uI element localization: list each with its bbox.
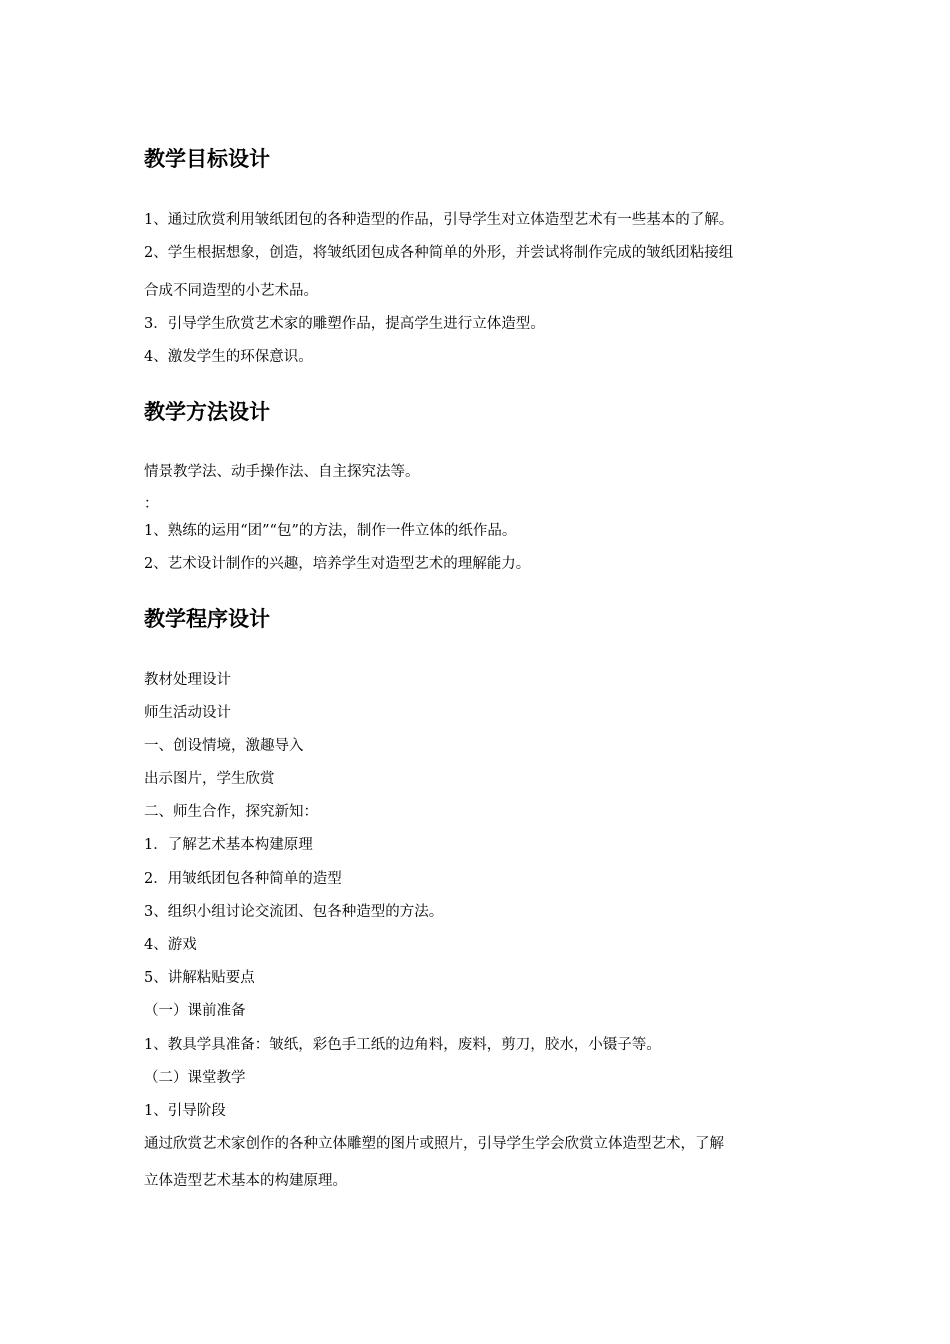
paragraph-line: 1、引导阶段 bbox=[144, 1103, 226, 1119]
paragraph-line: 1．了解艺术基本构建原理 bbox=[144, 837, 313, 853]
section-heading-teaching-procedure: 教学程序设计 bbox=[144, 607, 270, 631]
paragraph-line: （一）课前准备 bbox=[144, 1003, 246, 1019]
section-heading-teaching-methods: 教学方法设计 bbox=[144, 400, 270, 424]
paragraph-line: 出示图片，学生欣赏 bbox=[144, 771, 275, 787]
paragraph-line: 2、艺术设计制作的兴趣，培养学生对造型艺术的理解能力。 bbox=[144, 556, 531, 572]
paragraph-line: 二、师生合作，探究新知： bbox=[144, 804, 318, 820]
paragraph-line: 合成不同造型的小艺术品。 bbox=[144, 283, 318, 299]
paragraph-line: 4、游戏 bbox=[144, 937, 197, 953]
paragraph-line: 通过欣赏艺术家创作的各种立体雕塑的图片或照片，引导学生学会欣赏立体造型艺术，了解 bbox=[144, 1136, 724, 1152]
section-heading-teaching-goals: 教学目标设计 bbox=[144, 147, 270, 171]
paragraph-line: （二）课堂教学 bbox=[144, 1070, 246, 1086]
paragraph-line: 1、教具学具准备：皱纸，彩色手工纸的边角料，废料，剪刀，胶水，小镊子等。 bbox=[144, 1037, 661, 1053]
paragraph-line: 2、学生根据想象，创造，将皱纸团包成各种简单的外形，并尝试将制作完成的皱纸团粘接组 bbox=[144, 245, 734, 261]
paragraph-line: 立体造型艺术基本的构建原理。 bbox=[144, 1173, 347, 1189]
paragraph-line: 2．用皱纸团包各种简单的造型 bbox=[144, 871, 342, 887]
paragraph-line: ： bbox=[144, 496, 159, 512]
paragraph-line: 1、通过欣赏利用皱纸团包的各种造型的作品，引导学生对立体造型艺术有一些基本的了解。 bbox=[144, 212, 734, 228]
paragraph-line: 师生活动设计 bbox=[144, 705, 231, 721]
paragraph-line: 5、讲解粘贴要点 bbox=[144, 970, 255, 986]
paragraph-line: 情景教学法、动手操作法、自主探究法等。 bbox=[144, 464, 420, 480]
paragraph-line: 3、组织小组讨论交流团、包各种造型的方法。 bbox=[144, 904, 444, 920]
paragraph-line: 3．引导学生欣赏艺术家的雕塑作品，提高学生进行立体造型。 bbox=[144, 316, 545, 332]
paragraph-line: 4、激发学生的环保意识。 bbox=[144, 349, 313, 365]
paragraph-line: 一、创设情境，激趣导入 bbox=[144, 738, 304, 754]
paragraph-line: 1、熟练的运用“团”“包”的方法，制作一件立体的纸作品。 bbox=[144, 523, 517, 539]
paragraph-line: 教材处理设计 bbox=[144, 672, 231, 688]
